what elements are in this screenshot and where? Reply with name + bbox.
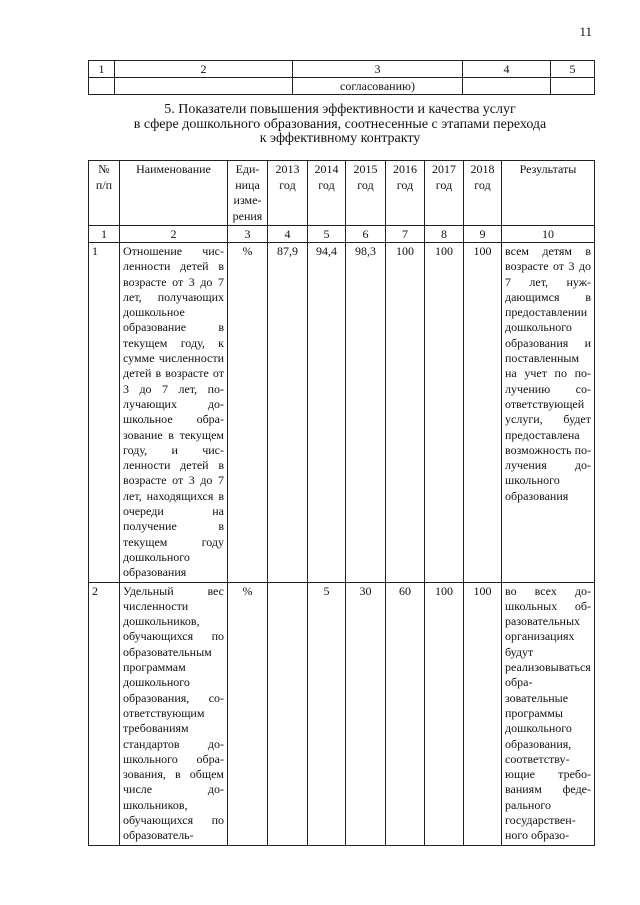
row-2018: 100 [464,582,502,845]
continuation-table [88,60,595,95]
row-2015: 30 [346,582,386,845]
row-2016: 100 [386,243,425,583]
column-number: 8 [425,226,464,243]
row-num: 2 [89,582,120,845]
section-heading [80,103,600,147]
column-number: 1 [89,226,120,243]
header-2015: 2015 год [346,161,386,226]
header-2013: 2013 год [268,161,308,226]
row-unit: % [228,582,268,845]
continuation-col-3: 3 [293,61,463,78]
column-number: 2 [120,226,228,243]
column-number: 9 [464,226,502,243]
page-number: 11 [579,24,592,39]
column-number-row [89,226,595,243]
row-name: Удельный вес численности дошкольников, обучающихся по образовательным программам дошкольного образования, соответствующим требованиям стандартов дошкольного образования, в общем числе дошкольников, обучающихся по образователь- [120,582,228,845]
header-num: № п/п [89,161,120,226]
row-2017: 100 [425,243,464,583]
row-results: во всех дошкольных образовательных организациях будут реализовываться образовательные программы дошкольного образования, соответствующие требованиям федерального государственного образо- [502,582,595,845]
section-heading-line-3: к эффективному контракту [259,131,421,146]
row-2014: 5 [308,582,346,845]
section-heading-line-2: в сфере дошкольного образования, соотнесенные с этапами перехода [133,116,547,132]
indicators-table [88,160,595,846]
continuation-col-2: 2 [115,61,293,78]
row-name: Отношение численности детей в возрасте от 3 до 7 лет, получающих дошкольное образование в текущем году, к сумме численности детей в возрасте от 3 до 7 лет, получающих дошкольное образование в текущем году, и численности детей в возрасте от 3 до 7 лет, находящихся в очереди на получение в текущем году дошкольного образования [120,243,228,583]
continuation-cell-3: согласованию) [293,78,463,95]
row-2017: 100 [425,582,464,845]
row-2018: 100 [464,243,502,583]
column-number: 4 [268,226,308,243]
continuation-col-4: 4 [463,61,551,78]
header-name: Наименование [120,161,228,226]
table-row [89,582,595,845]
column-number: 3 [228,226,268,243]
continuation-row [89,78,595,95]
header-results: Результаты [502,161,595,226]
continuation-col-1: 1 [89,61,115,78]
continuation-cell-5 [551,78,595,95]
row-unit: % [228,243,268,583]
continuation-header-row [89,61,595,78]
header-2016: 2016 год [386,161,425,226]
table-row [89,243,595,583]
row-2013: 87,9 [268,243,308,583]
column-number: 6 [346,226,386,243]
column-number: 7 [386,226,425,243]
continuation-cell-1 [89,78,115,95]
header-2018: 2018 год [464,161,502,226]
header-2014: 2014 год [308,161,346,226]
header-unit: Еди-ница изме-рения [228,161,268,226]
continuation-cell-2 [115,78,293,95]
row-2015: 98,3 [346,243,386,583]
row-results: всем детям в возрасте от 3 до 7 лет, нуждающимся в предоставлении дошкольного образования и поставленным на учет по получению соответствующей услуги, будет предоставлена возможность получения дошкольного образования [502,243,595,583]
column-number: 10 [502,226,595,243]
row-2013 [268,582,308,845]
section-heading-line-1: 5. Показатели повышения эффективности и качества услуг [164,102,516,117]
row-2016: 60 [386,582,425,845]
row-num: 1 [89,243,120,583]
header-2017: 2017 год [425,161,464,226]
continuation-col-5: 5 [551,61,595,78]
table-header-row [89,161,595,226]
row-2014: 94,4 [308,243,346,583]
column-number: 5 [308,226,346,243]
continuation-cell-4 [463,78,551,95]
